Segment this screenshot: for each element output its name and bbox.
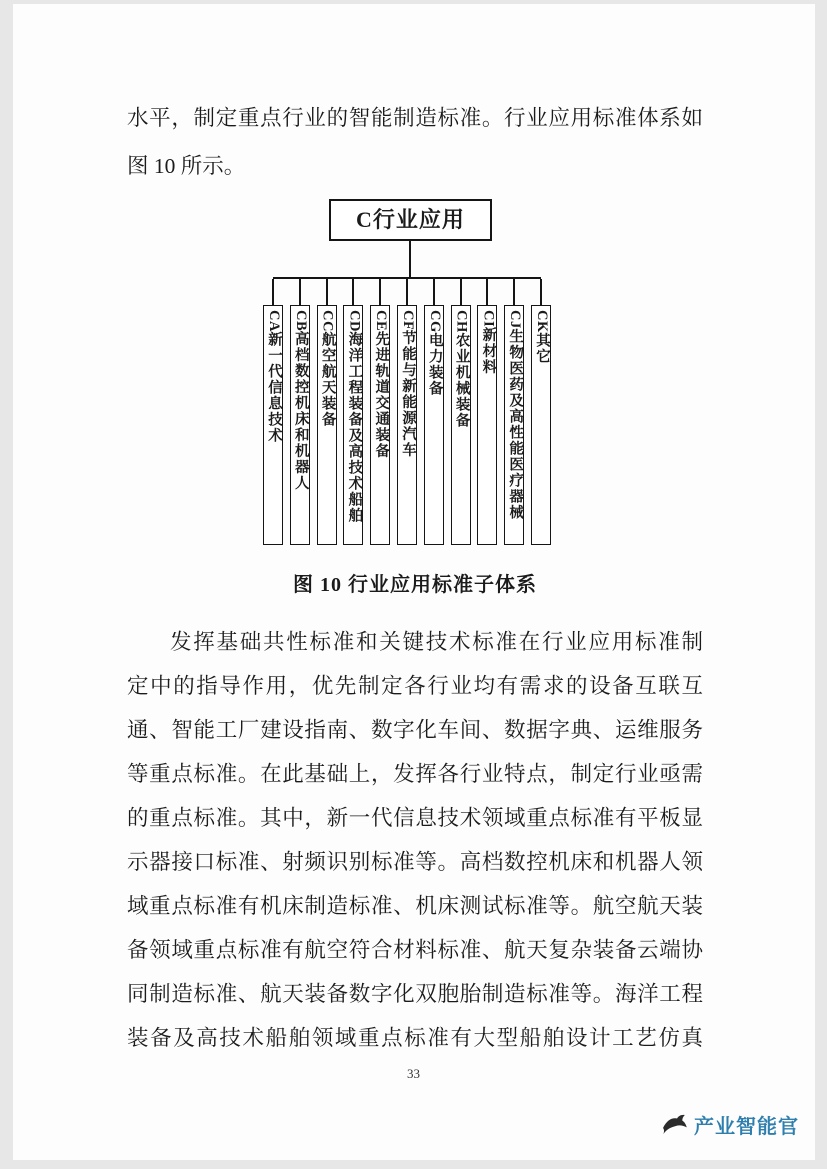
branch-connector-line <box>299 279 301 305</box>
text-line: 装备及高技术船舶领域重点标准有大型船舶设计工艺仿真 <box>127 1026 703 1050</box>
branch-code: CE <box>373 310 390 332</box>
brand-watermark <box>662 1110 799 1139</box>
text-line: 示器接口标准、射频识别标准等。高档数控机床和机器人领 <box>127 850 703 874</box>
branch-label: 航空航天装备 <box>319 331 336 428</box>
text-line: 通、智能工厂建设指南、数字化车间、数据字典、运维服务 <box>127 718 703 742</box>
figure-branch <box>477 279 497 545</box>
branch-connector-line <box>540 279 542 305</box>
branch-node-box <box>370 305 390 545</box>
body-paragraph <box>127 620 703 1060</box>
figure-branch <box>317 279 337 545</box>
branch-node-box <box>397 305 417 545</box>
branch-code: CC <box>319 310 336 332</box>
branch-connector-line <box>486 279 488 305</box>
branch-code: CG <box>426 310 443 333</box>
text-line: 发挥基础共性标准和关键技术标准在行业应用标准制 <box>170 630 703 654</box>
branch-code: CJ <box>507 310 524 329</box>
text-line: 定中的指导作用，优先制定各行业均有需求的设备互联互 <box>127 674 703 698</box>
figure-branch <box>531 279 551 545</box>
intro-paragraph <box>127 94 703 190</box>
text-line: 备领域重点标准有航空符合材料标准、航天复杂装备云端协 <box>127 938 703 962</box>
branch-connector-line <box>460 279 462 305</box>
page-number: 33 <box>407 1066 420 1081</box>
branch-node-box <box>343 305 363 545</box>
branch-code: CH <box>453 310 470 333</box>
figure-root-node: C行业应用 <box>329 199 492 241</box>
text-line: 水平，制定重点行业的智能制造标准。行业应用标准体系如 <box>127 106 703 130</box>
text-line: 域重点标准有机床制造标准、机床测试标准等。航空航天装 <box>127 894 703 918</box>
branch-code: CK <box>533 310 550 333</box>
text-line: 的重点标准。其中，新一代信息技术领域重点标准有平板显 <box>127 806 703 830</box>
branch-node-box <box>290 305 310 545</box>
figure-branch-row <box>263 279 551 545</box>
brand-bird-icon <box>662 1114 688 1136</box>
figure-branch <box>424 279 444 545</box>
text-line: 同制造标准、航天装备数字化双胞胎制造标准等。海洋工程 <box>127 982 703 1006</box>
figure-branch <box>504 279 524 545</box>
branch-code: CI <box>480 310 497 328</box>
branch-label: 农业机械装备 <box>453 332 470 429</box>
text-line: 图 10 所示。 <box>127 154 246 178</box>
branch-node-box <box>531 305 551 545</box>
text-line: 等重点标准。在此基础上，发挥各行业特点，制定行业亟需 <box>127 762 703 786</box>
branch-node-box <box>504 305 524 545</box>
figure-branch <box>397 279 417 545</box>
branch-node-box <box>317 305 337 545</box>
figure-branch <box>370 279 390 545</box>
branch-connector-line <box>513 279 515 305</box>
figure-caption: 图 10 行业应用标准子体系 <box>293 574 537 596</box>
branch-label: 生物医药及高性能医疗器械 <box>507 328 524 521</box>
figure-branch <box>451 279 471 545</box>
branch-label: 电力装备 <box>426 332 443 397</box>
branch-code: CB <box>292 310 309 332</box>
branch-connector-line <box>352 279 354 305</box>
branch-label: 新材料 <box>480 327 497 376</box>
branch-code: CF <box>399 310 416 331</box>
branch-connector-line <box>406 279 408 305</box>
figure-branch <box>263 279 283 545</box>
branch-node-box <box>451 305 471 545</box>
figure-branch <box>290 279 310 545</box>
figure-branch <box>343 279 363 545</box>
branch-connector-line <box>379 279 381 305</box>
branch-label: 先进轨道交通装备 <box>373 331 390 460</box>
figure-root-stem-line <box>409 241 411 278</box>
brand-name: 产业智能官 <box>694 1116 799 1138</box>
branch-node-box <box>477 305 497 545</box>
branch-code: CA <box>266 310 282 332</box>
branch-label: 高档数控机床和机器人 <box>292 331 309 492</box>
branch-node-box <box>424 305 444 545</box>
branch-label: 海洋工程装备及高技术船舶 <box>346 331 363 524</box>
branch-label: 新一代信息技术 <box>266 331 282 444</box>
branch-connector-line <box>272 279 274 305</box>
branch-connector-line <box>326 279 328 305</box>
branch-connector-line <box>433 279 435 305</box>
branch-label: 其它 <box>533 332 550 365</box>
branch-code: CD <box>346 310 363 332</box>
branch-node-box <box>263 305 283 545</box>
branch-label: 节能与新能源汽车 <box>399 330 416 459</box>
